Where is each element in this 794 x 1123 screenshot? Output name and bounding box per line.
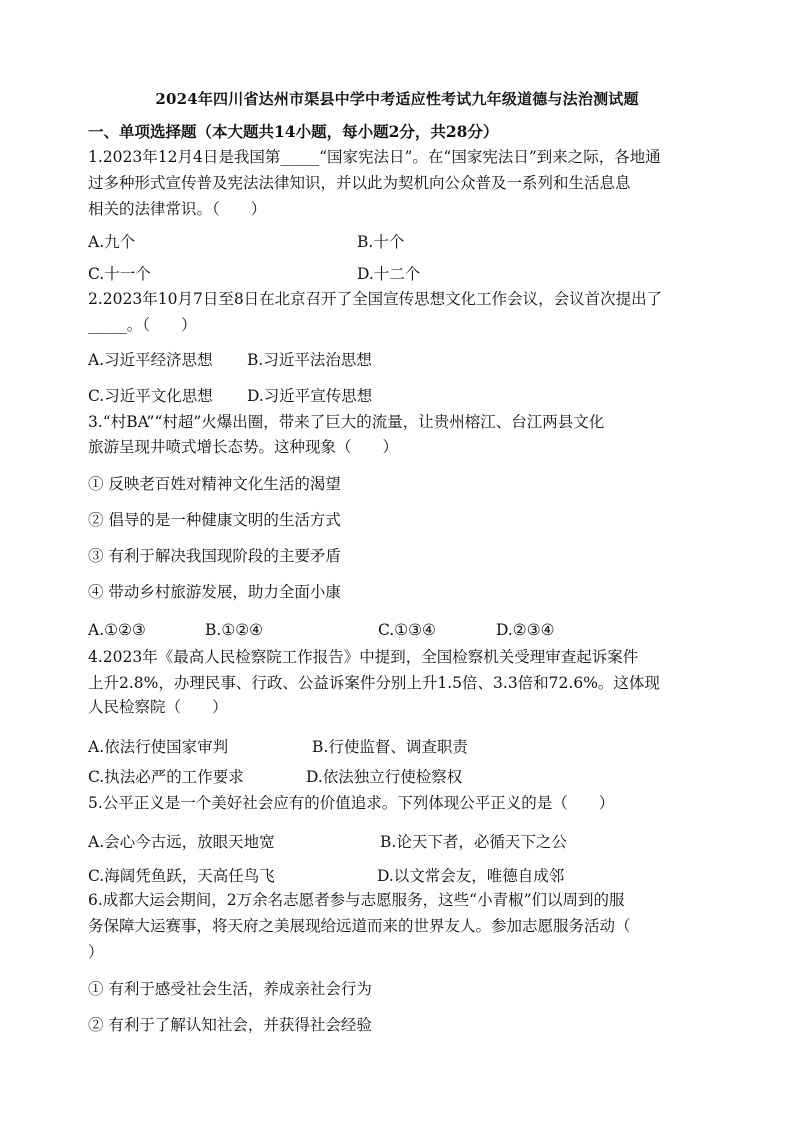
question-3-line-1: 3.“村BA”“村超”火爆出圈，带来了巨大的流量，让贵州榕江、台江两县文化 xyxy=(88,413,605,431)
question-1-line-2: 过多种形式宣传普及宪法法律知识，并以此为契机向公众普及一系列和生活息息 xyxy=(88,174,631,192)
question-3-statement-3: ③ 有利于解决我国现阶段的主要矛盾 xyxy=(88,547,341,565)
question-2-line-1: 2.2023年10月7日至8日在北京召开了全国宣传思想文化工作会议，会议首次提出了 xyxy=(88,290,663,308)
question-3-option-a: A.①②③ xyxy=(88,621,146,639)
question-4-option-b: B.行使监督、调查职责 xyxy=(312,738,468,756)
question-3-statement-2: ② 倡导的是一种健康文明的生活方式 xyxy=(88,511,341,529)
page-title: 2024年四川省达州市渠县中学中考适应性考试九年级道德与法治测试题 xyxy=(155,90,639,108)
question-2-option-a: A.习近平经济思想 xyxy=(88,351,213,369)
question-4-option-c: C.执法必严的工作要求 xyxy=(88,768,244,786)
section-heading: 一、单项选择题（本大题共14小题，每小题2分，共28分） xyxy=(88,122,499,141)
question-5-option-c: C.海阔凭鱼跃，天高任鸟飞 xyxy=(88,867,275,885)
question-2-option-c: C.习近平文化思想 xyxy=(88,387,213,405)
question-6-line-3: ） xyxy=(88,943,104,961)
question-6-line-1: 6.成都大运会期间，2万余名志愿者参与志愿服务，这些“小青椒”们以周到的服 xyxy=(88,891,625,909)
question-3-statement-1: ① 反映老百姓对精神文化生活的渴望 xyxy=(88,475,341,493)
question-3-option-c: C.①③④ xyxy=(378,621,436,639)
question-2-line-2: _____。（ ） xyxy=(88,316,197,334)
question-4-line-3: 人民检察院（ ） xyxy=(88,698,228,716)
question-4-line-1: 4.2023年《最高人民检察院工作报告》中提到，全国检察机关受理审查起诉案件 xyxy=(88,648,639,666)
question-1-option-c: C.十一个 xyxy=(88,265,151,283)
question-5-option-b: B.论天下者，必循天下之公 xyxy=(380,833,567,851)
question-6-statement-2: ② 有利于了解认知社会，并获得社会经验 xyxy=(88,1016,372,1034)
question-1-line-1: 1.2023年12月4日是我国第_____“国家宪法日”。在“国家宪法日”到来之际，各地通 xyxy=(88,148,661,166)
question-2-option-b: B.习近平法治思想 xyxy=(247,351,372,369)
question-4-option-a: A.依法行使国家审判 xyxy=(88,738,229,756)
question-5-option-a: A.会心今古远，放眼天地宽 xyxy=(88,833,275,851)
question-1-option-b: B.十个 xyxy=(357,233,405,251)
question-5-line-1: 5.公平正义是一个美好社会应有的价值追求。下列体现公平正义的是（ ） xyxy=(88,794,615,812)
question-5-option-d: D.以文常会友，唯德自成邻 xyxy=(377,867,565,885)
question-3-option-b: B.①②④ xyxy=(205,621,264,639)
question-2-option-d: D.习近平宣传思想 xyxy=(247,387,373,405)
question-4-option-d: D.依法独立行使检察权 xyxy=(306,768,463,786)
question-1-line-3: 相关的法律常识。（ ） xyxy=(88,200,267,218)
question-3-option-d: D.②③④ xyxy=(496,621,555,639)
question-4-line-2: 上升2.8%，办理民事、行政、公益诉案件分别上升1.5倍、3.3倍和72.6%。这体现 xyxy=(88,674,660,692)
question-3-line-2: 旅游呈现井喷式增长态势。这种现象（ ） xyxy=(88,438,399,456)
question-6-statement-1: ① 有利于感受社会生活，养成亲社会行为 xyxy=(88,980,372,998)
question-1-option-d: D.十二个 xyxy=(357,265,421,283)
question-6-line-2: 务保障大运赛事，将天府之美展现给远道而来的世界友人。参加志愿服务活动（ xyxy=(88,917,631,935)
question-3-statement-4: ④ 带动乡村旅游发展，助力全面小康 xyxy=(88,583,341,601)
question-1-option-a: A.九个 xyxy=(88,233,136,251)
